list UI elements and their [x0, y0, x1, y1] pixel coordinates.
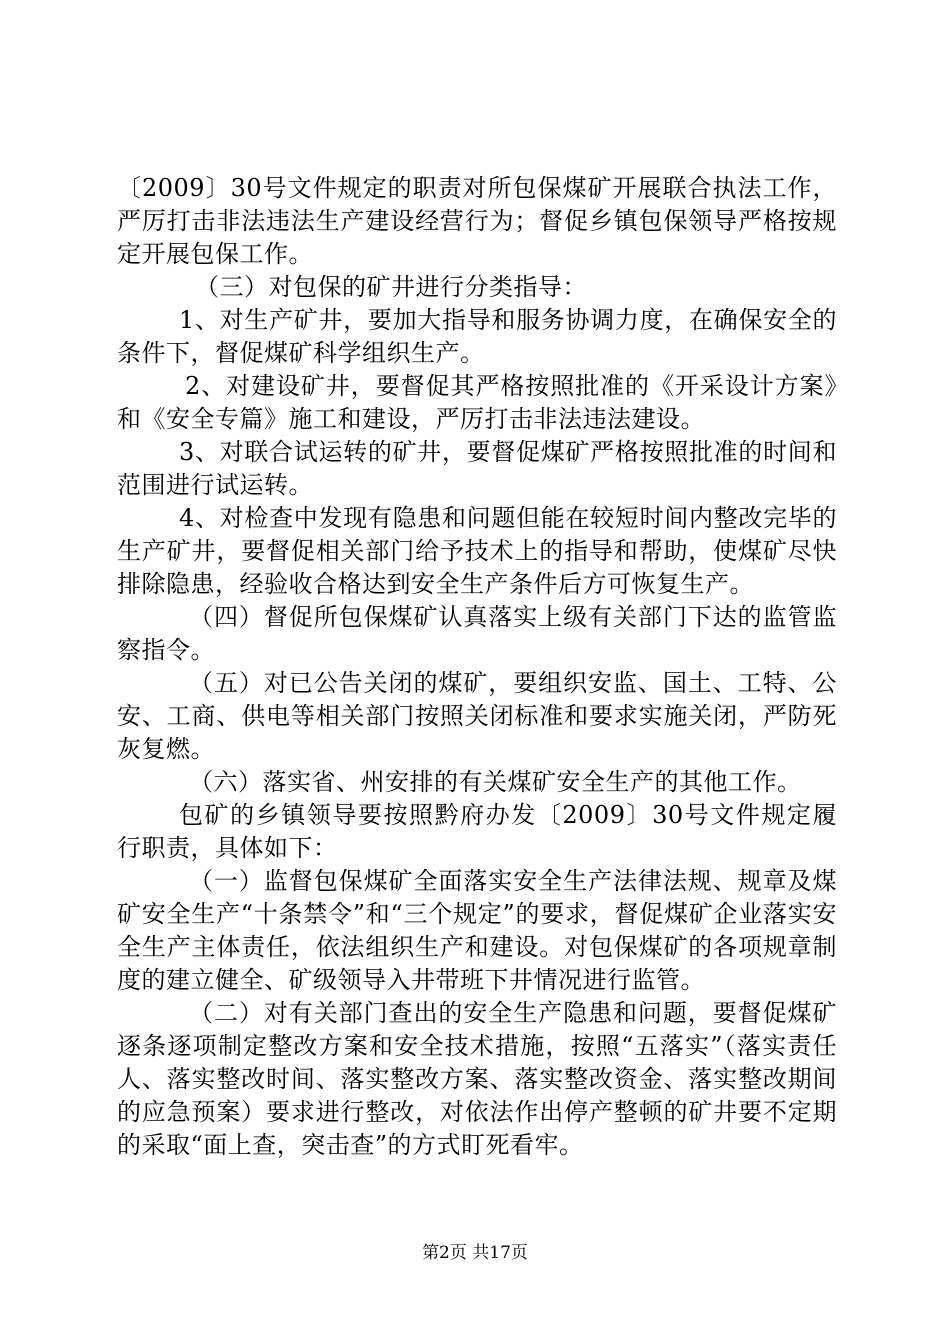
- paragraph-item-1: 1、对生产矿井，要加大指导和服务协调力度，在确保安全的条件下，督促煤矿科学组织生产。: [117, 306, 837, 367]
- paragraph-continuation: 〔2009〕30号文件规定的职责对所包保煤矿开展联合执法工作，严厉打击非法违法生产建设经营行为；督促乡镇包保领导严格按规定开展包保工作。: [117, 174, 837, 268]
- paragraph-section-4: （四）督促所包保煤矿认真落实上级有关部门下达的监管监察指令。: [117, 603, 837, 664]
- page-footer: 第2页 共17页: [422, 1243, 528, 1263]
- document-body: [117, 172, 837, 1162]
- paragraph-duty-1: （一）监督包保煤矿全面落实安全生产法律法规、规章及煤矿安全生产“十条禁令”和“三个规定”的要求，督促煤矿企业落实安全生产主体责任，依法组织生产和建设。对包保煤矿的各项规章制度的建立健全、矿级领导入井带班下井情况进行监管。: [117, 867, 837, 994]
- paragraph-item-3: 3、对联合试运转的矿井，要督促煤矿严格按照批准的时间和范围进行试运转。: [117, 438, 837, 499]
- paragraph-section-5: （五）对已公告关闭的煤矿，要组织安监、国土、工特、公安、工商、供电等相关部门按照关闭标准和要求实施关闭，严防死灰复燃。: [117, 669, 837, 763]
- paragraph-section-3-heading: （三）对包保的矿井进行分类指导：: [195, 273, 587, 301]
- paragraph-township-leaders: 包矿的乡镇领导要按照黔府办发〔2009〕30号文件规定履行职责，具体如下：: [117, 801, 837, 862]
- paragraph-section-6: （六）落实省、州安排的有关煤矿安全生产的其他工作。: [189, 768, 802, 796]
- paragraph-item-4: 4、对检查中发现有隐患和问题但能在较短时间内整改完毕的生产矿井，要督促相关部门给予技术上的指导和帮助，使煤矿尽快排除隐患，经验收合格达到安全生产条件后方可恢复生产。: [117, 504, 837, 598]
- paragraph-duty-2: （二）对有关部门查出的安全生产隐患和问题，要督促煤矿逐条逐项制定整改方案和安全技术措施，按照“五落实”（落实责任人、落实整改时间、落实整改方案、落实整改资金、落实整改期间的应急预案）要求进行整改，对依法作出停产整顿的矿井要不定期的采取“面上查，突击查”的方式盯死看牢。: [117, 999, 837, 1159]
- paragraph-item-2: 2、对建设矿井，要督促其严格按照批准的《开采设计方案》和《安全专篇》施工和建设，严厉打击非法违法建设。: [117, 372, 837, 433]
